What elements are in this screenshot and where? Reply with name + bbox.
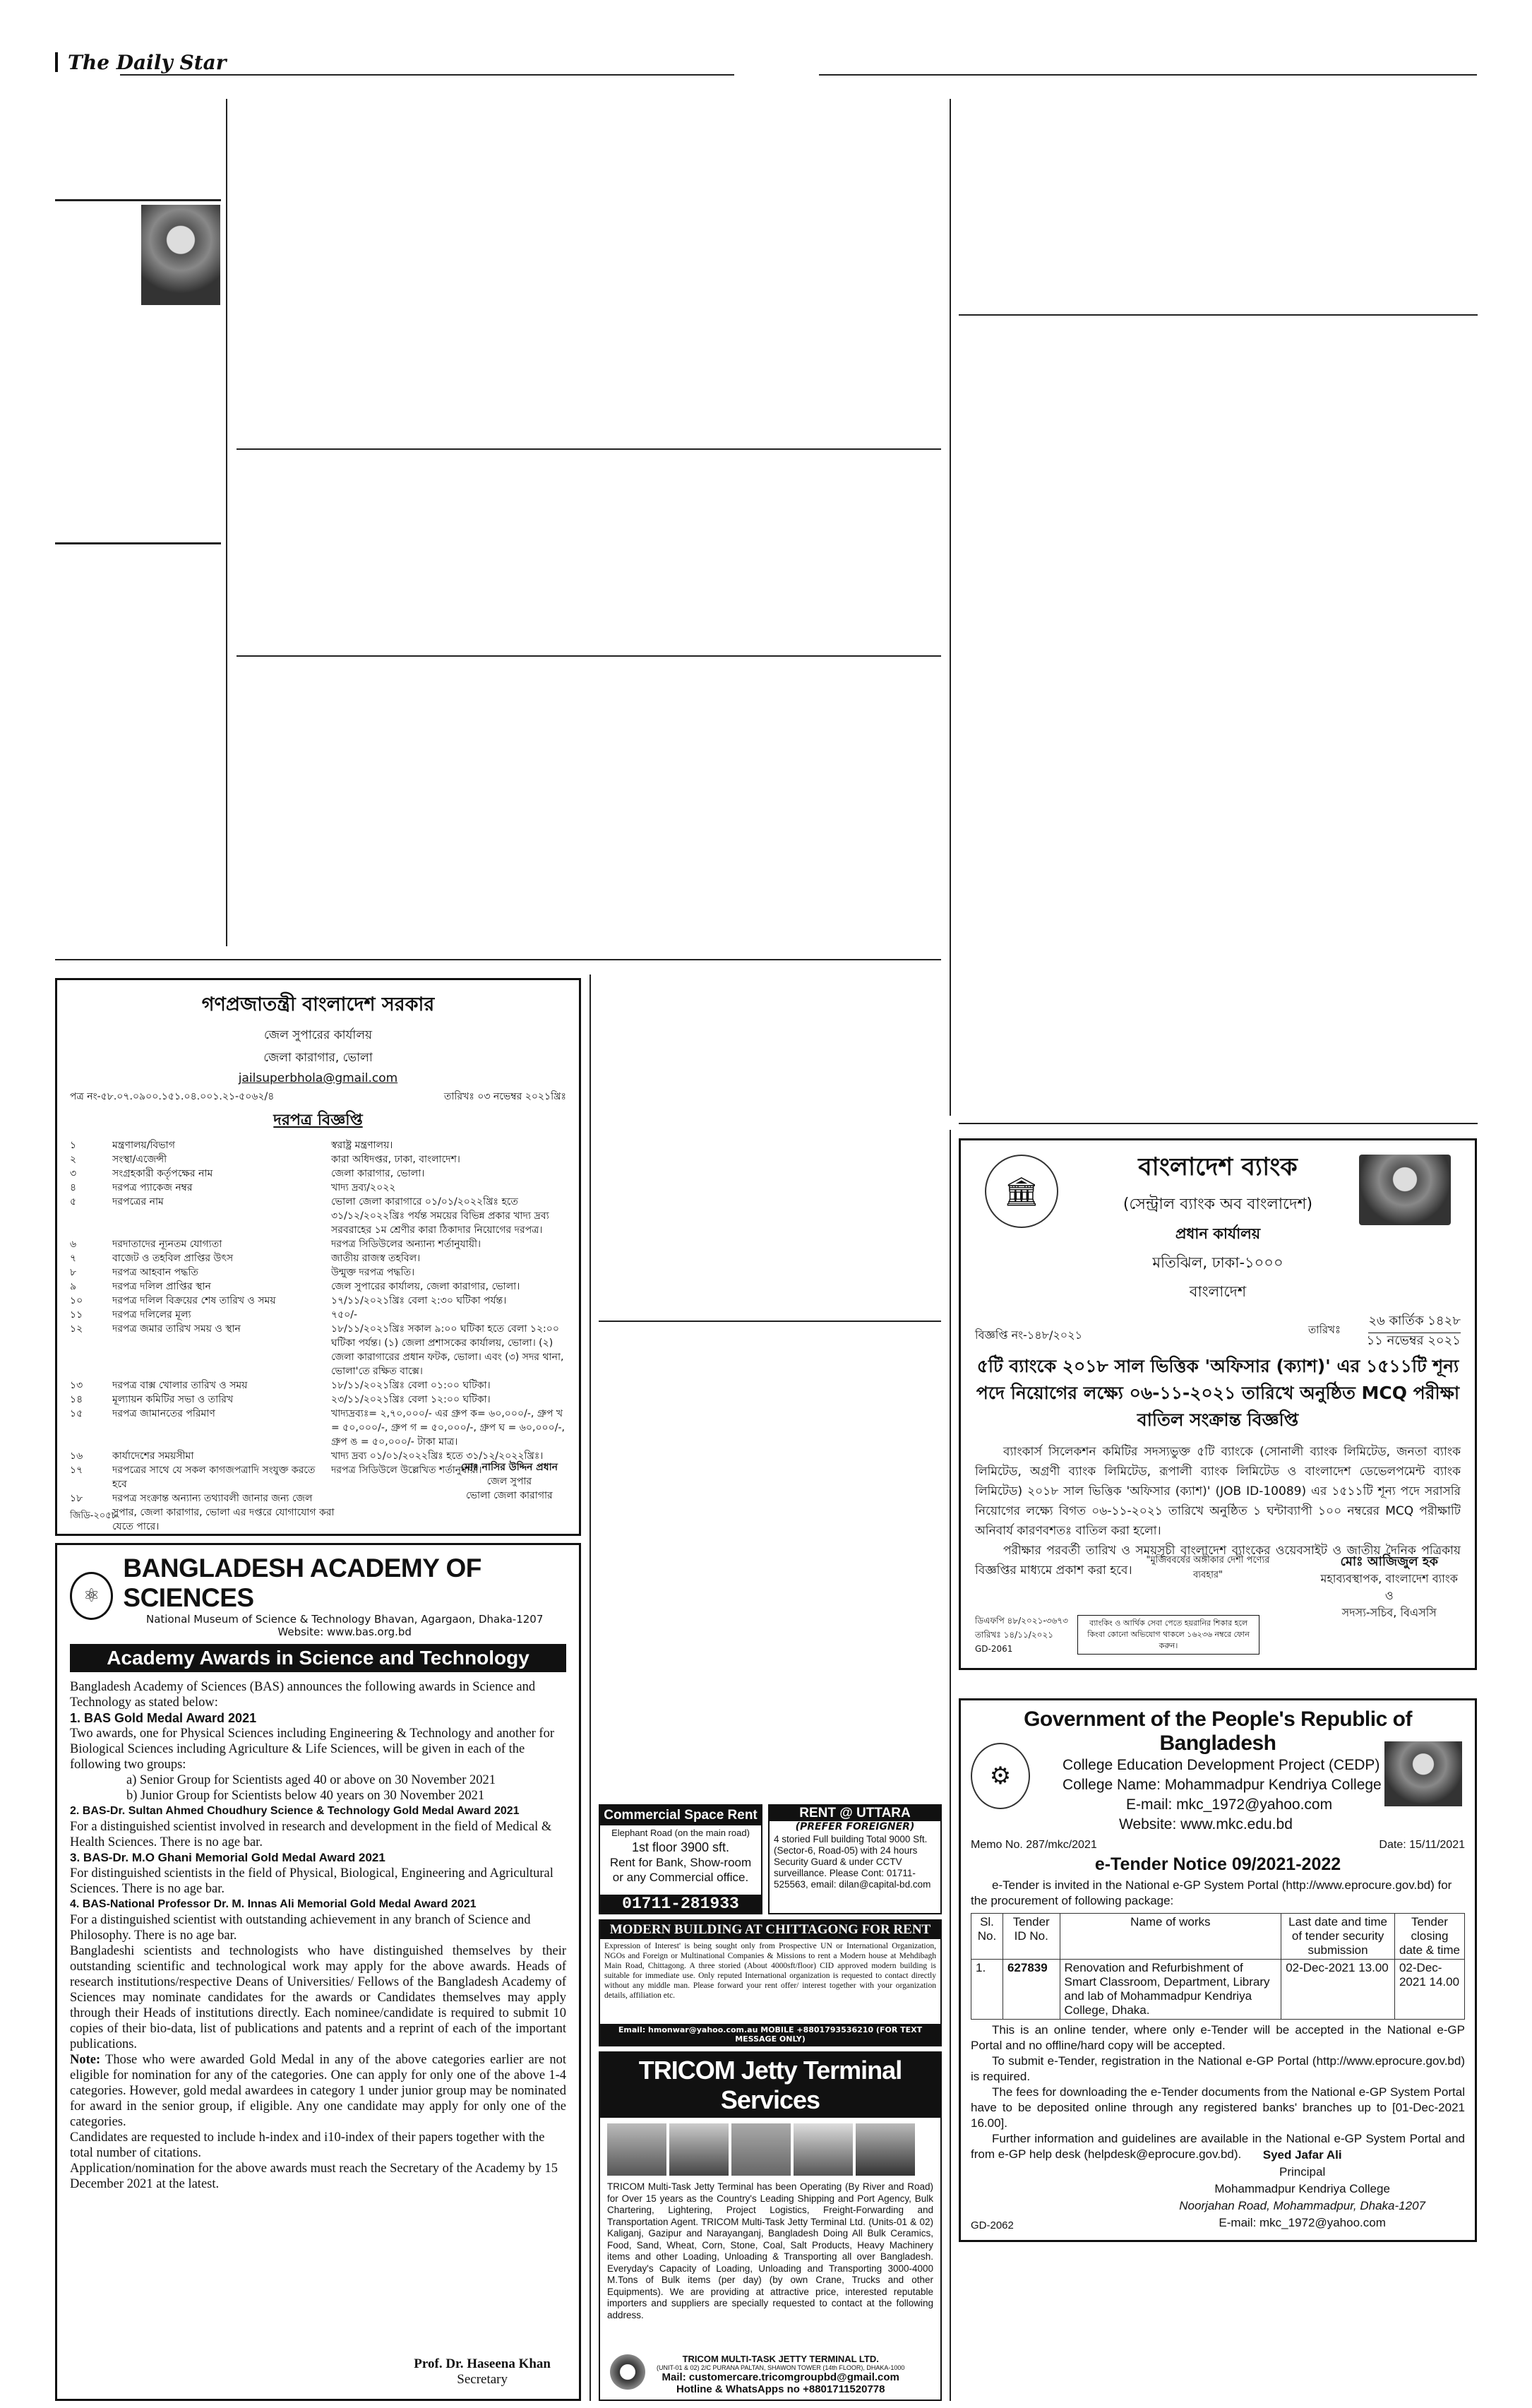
tender-row bbox=[70, 1407, 566, 1449]
commercial-space-ad bbox=[599, 1804, 762, 1914]
tender-table-row bbox=[971, 1960, 1465, 2020]
tender-row-key: দরপত্র জামানতের পরিমাণ bbox=[112, 1408, 215, 1419]
jail-signer-title: জেল সুপার bbox=[486, 1476, 532, 1487]
jail-email[interactable]: jailsuperbhola@gmail.com bbox=[238, 1071, 398, 1085]
tender-row bbox=[70, 1181, 566, 1195]
top-rule-right bbox=[819, 74, 1477, 76]
tender-row bbox=[70, 1322, 566, 1378]
c2-body: 4 storied Full building Total 9000 Sft. (Sector-6, Road-05) with 24 hours Security Guard & under CCTV surveillance. Please Cont: 01711-525563, email: dilan@capital-bd.com bbox=[774, 1834, 931, 1890]
tender-row-no: ১৩ bbox=[70, 1380, 83, 1391]
tender-row-value: জাতীয় রাজস্ব তহবিল। bbox=[331, 1253, 421, 1264]
tender-row-key: দরপত্র বাক্স খোলার তারিখ ও সময় bbox=[112, 1380, 248, 1391]
tender-row-value: খাদ্য দ্রব্য/২০২২ bbox=[331, 1182, 396, 1193]
jail-office: জেল সুপারের কার্যালয় bbox=[263, 1028, 373, 1042]
tender-row-key: সংগ্রহকারী কর্তৃপক্ষের নাম bbox=[112, 1168, 213, 1179]
tricom-photo bbox=[669, 2123, 729, 2176]
tender-table-header-cell: Name of works bbox=[1060, 1914, 1281, 1960]
gov-signer-t3: Noorjahan Road, Mohammadpur, Dhaka-1207 bbox=[1179, 2199, 1425, 2212]
section-rule bbox=[237, 655, 941, 657]
tender-table-cell: 02-Dec-2021 14.00 bbox=[1394, 1960, 1464, 2020]
section-rule bbox=[599, 1321, 941, 1322]
tender-row-value: খাদ্য দ্রব্য ০১/০১/২০২২খ্রিঃ হতে ৩১/১২/২০২২খ্রিঃ। bbox=[331, 1450, 544, 1462]
tender-row-no: ৭ bbox=[70, 1253, 77, 1264]
bb-signer-t3: সদস্য-সচিব, বিএসসি bbox=[1341, 1606, 1437, 1619]
bas-award1-b: b) Junior Group for Scientists below 40 years on 30 November 2021 bbox=[126, 1789, 485, 1803]
tender-table-header-cell: Tender ID No. bbox=[1003, 1914, 1060, 1960]
bangladesh-bank-ad bbox=[959, 1138, 1477, 1670]
tender-row-key: দরপত্র দলিল প্রাপ্তির স্থান bbox=[112, 1281, 211, 1292]
bb-body-2: পরীক্ষার পরবর্তী তারিখ ও সময়সূচী বাংলাদেশ ব্যাংকের ওয়েবসাইট ও জাতীয় দৈনিক পত্রিকায় বিজ্ঞপ্তির মাধ্যমে প্রকাশ করা হবে। bbox=[975, 1544, 1461, 1578]
bas-para3: Application/nomination for the above awards must reach the Secretary of the Academy by 15 December 2021 at the latest. bbox=[70, 2162, 558, 2191]
c4-title: TRICOM Jetty Terminal Services bbox=[600, 2053, 940, 2118]
gov-signer-email: E-mail: mkc_1972@yahoo.com bbox=[1219, 2216, 1386, 2229]
tender-row-no: ১৪ bbox=[70, 1394, 83, 1405]
tender-row-key: মন্ত্রণালয়/বিভাগ bbox=[112, 1140, 175, 1151]
bas-logo-icon: ⚛ bbox=[70, 1572, 113, 1620]
tender-row-no: ১৮ bbox=[70, 1493, 83, 1504]
jail-notice-title: দরপত্র বিজ্ঞপ্তি bbox=[273, 1111, 363, 1129]
tricom-logo-icon bbox=[610, 2354, 645, 2390]
tender-row-value: দরপত্র সিডিউলের অন্যান্য শর্তানুযায়ী। bbox=[331, 1239, 481, 1250]
c1-line2: 1st floor 3900 sft. bbox=[631, 1840, 730, 1854]
section-rule bbox=[237, 448, 941, 450]
column-rule bbox=[950, 99, 951, 1116]
tender-row-value: ১৮/১১/২০২১খ্রিঃ বেলা ০১:০০ ঘটিকা। bbox=[331, 1380, 491, 1391]
section-rule bbox=[55, 542, 221, 544]
gov-website[interactable]: Website: www.mkc.edu.bd bbox=[1119, 1816, 1293, 1832]
c4-hotline: Hotline & WhatsApps no +8801711520778 bbox=[676, 2383, 885, 2395]
tender-row-no: ১১ bbox=[70, 1309, 83, 1321]
c1-line1: Elephant Road (on the main road) bbox=[611, 1828, 750, 1838]
tender-row bbox=[70, 1378, 566, 1393]
tender-row-key: দরপত্রের সাথে যে সকল কাগজপত্রাদি সংযুক্ত করতে হবে bbox=[112, 1465, 316, 1490]
tender-table-header bbox=[971, 1914, 1465, 1960]
bas-award2-text: For a distinguished scientist involved in research and development in the field of Medical & Health Sciences. There is no age bar. bbox=[70, 1820, 552, 1849]
bas-award4-title: 4. BAS-National Professor Dr. M. Innas Ali Memorial Gold Medal Award 2021 bbox=[70, 1898, 477, 1910]
section-rule bbox=[959, 314, 1478, 316]
section-rule bbox=[55, 959, 941, 960]
tender-row-no bbox=[70, 1534, 112, 1536]
tender-row-value: জেলা কারাগার, ভোলা। bbox=[331, 1168, 425, 1179]
tender-row bbox=[70, 1308, 566, 1322]
jail-org: জেলা কারাগার, ভোলা bbox=[263, 1051, 373, 1065]
c1-line4: or any Commercial office. bbox=[612, 1871, 749, 1884]
tender-row-no: ১৭ bbox=[70, 1465, 83, 1476]
bb-complaint-box: ব্যাংকিং ও আর্থিক সেবা পেতে হয়রানির শিকার হলে কিংবা কোনো অভিযোগ থাকলে ১৬২৩৬ নম্বরে ফোন করুন। bbox=[1077, 1615, 1259, 1655]
mujib-logo-icon bbox=[1384, 1741, 1462, 1806]
tricom-photo bbox=[607, 2123, 666, 2176]
tender-row-no: ১৬ bbox=[70, 1450, 83, 1462]
tender-row-no: ৮ bbox=[70, 1267, 77, 1278]
bb-date-label: তারিখঃ bbox=[1308, 1323, 1341, 1336]
tender-row-key: দরপত্র দলিলের মূল্য bbox=[112, 1309, 191, 1321]
section-rule bbox=[55, 199, 221, 201]
tricom-photo bbox=[794, 2123, 853, 2176]
bas-para2: Candidates are requested to include h-index and i10-index of their papers together with the total number of citations. bbox=[70, 2130, 545, 2160]
tender-row-value: জেল সুপারের কার্যালয়, জেলা কারাগার, ভোলা। bbox=[331, 1281, 520, 1292]
bb-headline-3: বাতিল সংক্রান্ত বিজ্ঞপ্তি bbox=[1137, 1409, 1299, 1430]
tender-row-no: ৫ bbox=[70, 1196, 77, 1208]
bb-dfp: ডিএফপি ৪৮/২০২১-৩৬৭৩ bbox=[975, 1616, 1068, 1626]
tender-row-value: ভোলা জেলা কারাগারে ০১/০১/২০২২খ্রিঃ হতে ৩১/১২/২০২২খ্রিঃ পর্যন্ত সময়ের বিভিন্ন প্রকার খাদ্য দ্রব্য সরবরাহের ১ম শ্রেণীর কারা ঠিকাদার নিয়োগের দরপত্র। bbox=[331, 1196, 549, 1236]
section-rule bbox=[959, 1123, 1478, 1124]
tender-table-header-cell: Sl. No. bbox=[971, 1914, 1003, 1960]
bas-signer-title: Secretary bbox=[457, 2372, 508, 2387]
tender-row bbox=[70, 1393, 566, 1407]
bas-award4-text: For a distinguished scientist with outstanding achievement in any branch of Science and Philosophy. There is no age bar. bbox=[70, 1913, 531, 1943]
c1-title: Commercial Space Rent bbox=[600, 1806, 761, 1825]
gov-title: Government of the People's Republic of Bangladesh bbox=[1024, 1707, 1412, 1755]
bas-award1-a: a) Senior Group for Scientists aged 40 or above on 30 November 2021 bbox=[126, 1773, 496, 1787]
tender-row-no: ৩ bbox=[70, 1168, 77, 1179]
jail-code: জিডি-২০৫৮ bbox=[70, 1510, 118, 1521]
tender-row-value: ১৮/১১/২০২১খ্রিঃ সকাল ৯:০০ ঘটিকা হতে বেলা ১২:০০ ঘটিকা পর্যন্ত। (১) জেলা প্রশাসকের কার্যালয়, ভোলা। (২) জেলা কারাগারের প্রধান ফটক, ভোলা। এবং (৩) সদর থানা, ভোলা'তে রক্ষিত বাক্সে। bbox=[331, 1323, 564, 1377]
tender-row bbox=[70, 1237, 566, 1251]
bb-dfp-date: তারিখঃ ১৪/১১/২০২১ bbox=[975, 1630, 1054, 1640]
bas-intro: Bangladesh Academy of Sciences (BAS) announces the following awards in Science and Technology as stated below: bbox=[70, 1680, 536, 1710]
gov-project: College Education Development Project (CEDP) bbox=[1063, 1757, 1380, 1773]
tender-row bbox=[70, 1265, 566, 1280]
gov-code: GD-2062 bbox=[971, 2219, 1014, 2231]
bas-banner: Academy Awards in Science and Technology bbox=[70, 1644, 566, 1672]
tender-row-no: ১ bbox=[70, 1140, 77, 1151]
tender-row-no: ১০ bbox=[70, 1295, 83, 1306]
gov-signer-t2: Mohammadpur Kendriya College bbox=[1214, 2182, 1390, 2195]
bas-note: Those who were awarded Gold Medal in any of the above categories earlier are not eligible for nomination for any of the categories. One can apply for only one of the above 1-4 categories. However, gold medal awardees in category 1 under junior group may be nominated for award in the senior group, if eligible. Any one candidate may apply for only one of the categories. bbox=[70, 2053, 566, 2129]
tender-row-value: ৭৫০/- bbox=[331, 1309, 358, 1321]
tender-row-key bbox=[112, 1534, 340, 1536]
c2-title: RENT @ UTTARA bbox=[770, 1806, 940, 1821]
gov-emblem-icon: ⚙ bbox=[971, 1743, 1030, 1809]
gov-date: Date: 15/11/2021 bbox=[1379, 1839, 1465, 1851]
jail-date: তারিখঃ ০৩ নভেম্বর ২০২১খ্রিঃ bbox=[443, 1091, 566, 1102]
uttara-rent-ad bbox=[768, 1804, 942, 1914]
tender-row-no: ১২ bbox=[70, 1323, 83, 1335]
tricom-ad bbox=[599, 2051, 942, 2401]
tender-table-header-cell: Last date and time of tender security submission bbox=[1281, 1914, 1395, 1960]
tender-row-key: কার্যাদেশের সময়সীমা bbox=[112, 1450, 194, 1462]
bb-subtitle: (সেন্ট্রাল ব্যাংক অব বাংলাদেশ) bbox=[1123, 1196, 1313, 1213]
tender-row-key: দরপত্র জমার তারিখ সময় ও স্থান bbox=[112, 1323, 241, 1335]
column-rule bbox=[590, 974, 591, 2401]
tender-row-no: ৬ bbox=[70, 1239, 77, 1250]
bb-country: বাংলাদেশ bbox=[1189, 1283, 1247, 1300]
bas-para1: Bangladeshi scientists and technologists who have distinguished themselves by their outstanding scientific and technological work may apply for the above awards. Heads of research institutions/respective Deans of Universities/ Fellows of the Bangladesh Academy of Sciences may nominate candidates for the awards or Candidates themselves may apply through their Heads of institutions directly. Each nominee/candidate is required to submit 10 copies of their bio-data, list of publications and patents and a reprint of each of the important publications. bbox=[70, 1944, 566, 2051]
bas-org-name: BANGLADESH ACADEMY OF SCIENCES bbox=[123, 1554, 481, 1612]
tender-row bbox=[70, 1195, 566, 1237]
bas-website: Website: www.bas.org.bd bbox=[277, 1626, 412, 1638]
bb-date-bn: ২৬ কার্তিক ১৪২৮ bbox=[1368, 1311, 1461, 1333]
c3-footer: Email: hmonwar@yahoo.com.au MOBILE +8801793536210 (FOR TEXT MESSAGE ONLY) bbox=[600, 2024, 940, 2045]
gov-intro: e-Tender is invited in the National e-GP System Portal (http://www.eprocure.gov.bd) for the procurement of following package: bbox=[971, 1878, 1452, 1907]
tender-row-key: দরপত্রের নাম bbox=[112, 1196, 164, 1208]
tender-row bbox=[70, 1251, 566, 1265]
tricom-photo bbox=[731, 2123, 791, 2176]
bas-award1-title: 1. BAS Gold Medal Award 2021 bbox=[70, 1711, 257, 1725]
cedp-etender-ad bbox=[959, 1698, 1477, 2242]
tender-row-no: ৯ bbox=[70, 1281, 77, 1292]
tender-row-value: ২৩/১১/২০২১খ্রিঃ বেলা ১২:০০ ঘটিকা। bbox=[331, 1394, 491, 1405]
c3-title: MODERN BUILDING AT CHITTAGONG FOR RENT bbox=[600, 1921, 940, 1939]
bb-signer-t1: মহাব্যবস্থাপক, বাংলাদেশ ব্যাংক bbox=[1320, 1572, 1458, 1585]
bb-emblem-icon: 🏛 bbox=[985, 1155, 1058, 1228]
tender-table bbox=[971, 1913, 1465, 2020]
bb-headline-1: ৫টি ব্যাংকে ২০১৮ সাল ভিত্তিক 'অফিসার (ক্যাশ)' এর ১৫১১টি শূন্য bbox=[976, 1356, 1459, 1376]
tender-row-key: দরপত্র আহবান পদ্ধতি bbox=[112, 1267, 198, 1278]
jail-memo: পত্র নং-৫৮.০৭.০৯০০.১৫১.০৪.০০১.২১-৫০৬২/৪ bbox=[70, 1091, 275, 1102]
tender-row-key: দরপত্র দলিল বিক্রয়ের শেষ তারিখ ও সময় bbox=[112, 1295, 276, 1306]
gov-notice-title: e-Tender Notice 09/2021-2022 bbox=[1094, 1854, 1341, 1874]
tricom-photos bbox=[600, 2118, 940, 2181]
gov-email[interactable]: E-mail: mkc_1972@yahoo.com bbox=[1126, 1796, 1333, 1813]
mujib-logo-icon bbox=[1359, 1155, 1451, 1225]
gov-college: College Name: Mohammadpur Kendriya College bbox=[1063, 1777, 1382, 1793]
tender-row-key: বাজেট ও তহবিল প্রাপ্তির উৎস bbox=[112, 1253, 234, 1264]
tender-row-key: দরদাতাদের ন্যূনতম যোগ্যতা bbox=[112, 1239, 222, 1250]
column-rule bbox=[950, 1130, 951, 2401]
tricom-photo bbox=[856, 2123, 915, 2176]
bb-slogan: "মুজিববর্ষের অঙ্গীকার দেশী পণ্যের ব্যবহার" bbox=[1146, 1555, 1270, 1580]
c4-mail: Mail: customercare.tricomgroupbd@gmail.com bbox=[662, 2371, 899, 2383]
tender-row-value: স্বরাষ্ট্র মন্ত্রণালয়। bbox=[331, 1140, 393, 1151]
gov-p1: This is an online tender, where only e-Tender will be accepted in the National e-GP Portal and no offline/hard copy will be accepted. bbox=[971, 2023, 1465, 2052]
gov-signer-t1: Principal bbox=[1279, 2165, 1326, 2178]
tender-row-no: ৪ bbox=[70, 1182, 77, 1193]
bb-signer-t2: ও bbox=[1384, 1589, 1394, 1602]
tender-row-key: দরপত্র সংক্রান্ত অন্যান্য তথ্যাবলী জানার জন্য জেল সুপার, জেলা কারাগার, ভোলা এর দপ্তরে যোগাযোগ করা যেতে পারে। bbox=[112, 1493, 335, 1532]
tender-row bbox=[70, 1138, 566, 1152]
tender-row-value: ১৭/১১/২০২১খ্রিঃ বেলা ২:৩০ ঘটিকা পর্যন্ত। bbox=[331, 1295, 507, 1306]
bb-notice-no: বিজ্ঞপ্তি নং-১৪৮/২০২১ bbox=[975, 1328, 1082, 1342]
bb-office: প্রধান কার্যালয় bbox=[1175, 1225, 1261, 1242]
tender-row bbox=[70, 1294, 566, 1308]
bas-address: National Museum of Science & Technology Bhavan, Agargaon, Dhaka-1207 bbox=[145, 1613, 544, 1626]
bb-address: মতিঝিল, ঢাকা-১০০০ bbox=[1152, 1254, 1283, 1271]
tender-table-cell: 02-Dec-2021 13.00 bbox=[1281, 1960, 1395, 2020]
tender-row-no: ১৫ bbox=[70, 1408, 83, 1419]
chittagong-building-ad bbox=[599, 1919, 942, 2046]
top-rule bbox=[120, 74, 734, 76]
bb-signer: মোঃ আজিজুল হক bbox=[1340, 1554, 1438, 1569]
tender-row bbox=[70, 1534, 566, 1536]
tender-row-value: কারা অধিদপ্তর, ঢাকা, বাংলাদেশ। bbox=[331, 1154, 460, 1165]
tender-row-no: ২ bbox=[70, 1154, 77, 1165]
tender-row-key: সংস্থা/এজেন্সী bbox=[112, 1154, 167, 1165]
bas-signer: Prof. Dr. Haseena Khan bbox=[414, 2356, 551, 2371]
c4-address: (UNIT-01 & 02) 2/C PURANA PALTAN, SHAWON TOWER (14th FLOOR), DHAKA-1000 bbox=[657, 2364, 905, 2371]
bas-award1-text: Two awards, one for Physical Sciences including Engineering & Technology and another for Biological Sciences including Agriculture & Life Sciences, will be given in each of the following two groups: bbox=[70, 1727, 555, 1772]
bb-code: GD-2061 bbox=[975, 1644, 1013, 1654]
c2-sub: (PREFER FOREIGNER) bbox=[795, 1821, 915, 1832]
tender-row-key: মূল্যায়ন কমিটির সভা ও তারিখ bbox=[112, 1394, 234, 1405]
bb-headline-2: পদে নিয়োগের লক্ষ্যে ০৬-১১-২০২১ তারিখে অনুষ্ঠিত MCQ পরীক্ষা bbox=[976, 1383, 1460, 1403]
tender-row-value: উন্মুক্ত দরপত্র পদ্ধতি। bbox=[331, 1267, 415, 1278]
jail-signer: মোঃ নাসির উদ্দিন প্রধান bbox=[460, 1462, 558, 1473]
tender-row-value: খাদ্যদ্রব্যঃ= ২,৭০,০০০/- এর গ্রুপ ক= ৬০,০০০/-, গ্রুপ খ = ৫০,০০০/-, গ্রুপ গ = ৫০,০০০/-, গ্রুপ ঘ = ৬০,০০০/-, গ্রুপ ঙ = ৫০,০০০/- টাকা মাত্র। bbox=[331, 1408, 565, 1448]
tender-row bbox=[70, 1152, 566, 1167]
tender-row-value: দরপত্র সিডিউলে উল্লেখিত শর্তানুযায়ী। bbox=[331, 1465, 482, 1476]
c3-body: Expression of Interest' is being sought only from Prospective UN or International Organization, NGOs and Foreign or Multinational Companies & Missions to rent a Modern house at Mehdibagh Main Road, Chittagong. A three storied (About 4000sft/floor) CID approved modern building is suitable for immediate use. Only reputed International organization is requested to contact directly without any middle man. Please forward your rent offer/ interest together with your organization details, affiliation etc. bbox=[604, 1942, 936, 2000]
tender-row-value bbox=[340, 1534, 567, 1536]
bb-body-1: ব্যাংকার্স সিলেকশন কমিটির সদস্যভুক্ত ৫টি ব্যাংকে (সোনালী ব্যাংক লিমিটেড, জনতা ব্যাংক লিমিটেড, অগ্রণী ব্যাংক লিমিটেড, রূপালী ব্যাংক লিমিটেড ও বাংলাদেশ ডেভেলপমেন্ট ব্যাংক লিমিটেড) ২০১৮ সাল ভিত্তিক 'অফিসার (ক্যাশ)' (JOB ID-10089) এর ১৫১১টি শূন্য পদে সরাসরি নিয়োগের লক্ষ্যে বিগত ০৬-১১-২০২১ তারিখে অনুষ্ঠিত ১ ঘন্টাব্যাপী ১০০ নম্বরের MCQ পরীক্ষাটি অনিবার্য কারণবশতঃ বাতিল করা হলো। bbox=[975, 1445, 1461, 1538]
column-rule bbox=[226, 99, 227, 946]
gov-p3: The fees for downloading the e-Tender documents from the National e-GP System Portal have to be deposited online through any registered banks' branches up to [01-Dec-2021 16.00]. bbox=[971, 2085, 1465, 2130]
tender-table-cell: 1. bbox=[971, 1960, 1003, 2020]
bas-award3-title: 3. BAS-Dr. M.O Ghani Memorial Gold Medal Award 2021 bbox=[70, 1851, 385, 1864]
columnist-photo bbox=[141, 205, 220, 305]
bas-note-label: Note: bbox=[70, 2053, 101, 2067]
tender-table-header-cell: Tender closing date & time bbox=[1394, 1914, 1464, 1960]
gov-p2: To submit e-Tender, registration in the National e-GP Portal (http://www.eprocure.gov.bd) is required. bbox=[971, 2054, 1465, 2083]
bas-award3-text: For distinguished scientists in the field of Physical, Biological, Engineering and Agricultural Sciences. There is no age bar. bbox=[70, 1866, 553, 1896]
c1-line3: Rent for Bank, Show-room bbox=[609, 1856, 752, 1869]
c1-phone: 01711-281933 bbox=[600, 1895, 761, 1913]
jail-gov-title: গণপ্রজাতন্ত্রী বাংলাদেশ সরকার bbox=[201, 994, 435, 1015]
tender-table-cell: Renovation and Refurbishment of Smart Classroom, Department, Library and lab of Mohammadpur Kendriya College, Dhaka. bbox=[1060, 1960, 1281, 2020]
tender-row bbox=[70, 1280, 566, 1294]
c4-company: TRICOM MULTI-TASK JETTY TERMINAL LTD. bbox=[682, 2354, 879, 2364]
bb-title: বাংলাদেশ ব্যাংক bbox=[1138, 1153, 1298, 1181]
bas-award2-title: 2. BAS-Dr. Sultan Ahmed Choudhury Science & Technology Gold Medal Award 2021 bbox=[70, 1805, 520, 1817]
jail-tender-ad bbox=[55, 978, 581, 1536]
gov-p4: Further information and guidelines are available in the National e-GP System Portal and from e-GP help desk (helpdesk@eprocure.gov.bd). bbox=[971, 2132, 1465, 2161]
tender-row bbox=[70, 1167, 566, 1181]
gov-signer: Syed Jafar Ali bbox=[1262, 2148, 1342, 2162]
gov-memo: Memo No. 287/mkc/2021 bbox=[971, 1839, 1097, 1851]
tender-table-cell: 627839 bbox=[1003, 1960, 1060, 2020]
c4-body: TRICOM Multi-Task Jetty Terminal has been Operating (By River and Road) for Over 15 years as the Country's Leading Shipping and Port Agency, Bulk Chartering, Lightering, Project Logistics, Freight-Forwarding and Transportation Agent. TRICOM Multi-Task Jetty Terminal Ltd. (Units-01 & 02) Kaliganj, Gazipur and Narayanganj, Bangladesh Doing All Bulk Ceramics, Food, Sand, Wheat, Corn, Stone, Coal, Salt Products, Heavy Machinery items and other Loading, Unloading & Transporting all over Bangladesh. Everyday's Capacity of Loading, Unloading and Transporting 3000-4000 M.Tons of Bulk items (per day) (by own Crane, Trucks and other Equipments). We are providing at attractive price, interested reputable importers and suppliers are specially requested to contact at the following address. bbox=[607, 2181, 933, 2320]
bb-date-en: ১১ নভেম্বর ২০২১ bbox=[1366, 1333, 1461, 1348]
masthead: The Daily Star bbox=[55, 51, 227, 74]
bas-awards-ad bbox=[55, 1543, 581, 2401]
jail-signer-org: ভোলা জেলা কারাগার bbox=[465, 1490, 553, 1501]
tender-row-key: দরপত্র প্যাকেজ নম্বর bbox=[112, 1182, 193, 1193]
